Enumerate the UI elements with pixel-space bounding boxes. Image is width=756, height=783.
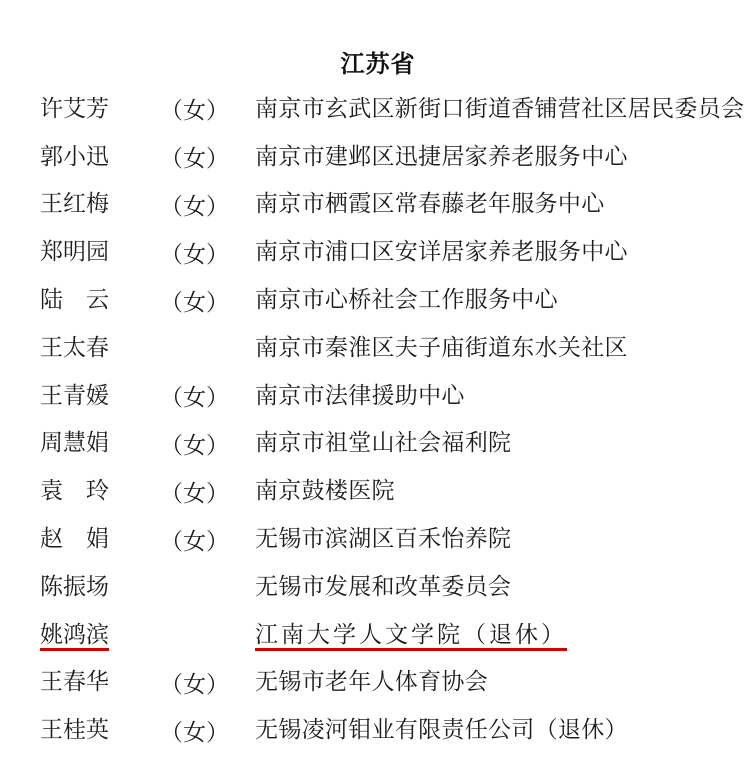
organization-label: 南京市心桥社会工作服务中心: [255, 287, 558, 313]
roster-row: [0, 374, 756, 422]
organization-label: 无锡市滨湖区百禾怡养院: [255, 526, 512, 552]
page-title: 江苏省: [340, 50, 416, 78]
person-name: 王太春: [40, 334, 109, 360]
person-name-cell: [40, 527, 160, 555]
person-name: 许艾芳: [40, 95, 109, 121]
person-name: 赵 娟: [40, 526, 109, 552]
organization-cell: [255, 718, 756, 746]
roster-row: [0, 517, 756, 565]
person-name-cell: [40, 97, 160, 125]
person-name-cell: [40, 145, 160, 173]
gender-label: （女）: [160, 193, 229, 219]
roster-row: [0, 87, 756, 135]
gender-label: （女）: [160, 480, 229, 506]
gender-label: （女）: [160, 241, 229, 267]
organization-cell: [255, 192, 756, 220]
person-name: 陈振场: [40, 573, 109, 599]
organization-label: 南京市栖霞区常春藤老年服务中心: [255, 191, 605, 217]
person-name-cell: [40, 623, 160, 651]
person-name: 袁 玲: [40, 478, 109, 504]
roster-row: [0, 661, 756, 709]
person-name-cell: [40, 240, 160, 268]
organization-cell: [255, 623, 756, 651]
organization-label: 南京市祖堂山社会福利院: [255, 430, 512, 456]
roster-row: [0, 135, 756, 183]
gender-label: （女）: [160, 528, 229, 554]
roster: [0, 87, 756, 756]
person-name-cell: [40, 384, 160, 412]
organization-label: 无锡市老年人体育协会: [255, 669, 488, 695]
organization-label: 南京市建邺区迅捷居家养老服务中心: [255, 143, 628, 169]
person-name-cell: [40, 288, 160, 316]
person-name: 郑明园: [40, 239, 109, 265]
gender-label: （女）: [160, 98, 229, 124]
person-name: 王春华: [40, 669, 109, 695]
organization-cell: [255, 145, 756, 173]
roster-row: [0, 565, 756, 613]
organization-label: 南京市玄武区新街口街道香铺营社区居民委员会: [255, 95, 745, 121]
person-name-cell: [40, 575, 160, 603]
person-name-cell: [40, 718, 160, 746]
person-name-cell: [40, 336, 160, 364]
organization-cell: [255, 288, 756, 316]
organization-cell: [255, 97, 756, 125]
person-name: 周慧娟: [40, 430, 109, 456]
roster-row: [0, 326, 756, 374]
organization-cell: [255, 479, 756, 507]
organization-label: 无锡市发展和改革委员会: [255, 573, 512, 599]
gender-label: （女）: [160, 385, 229, 411]
organization-label: 南京市浦口区安详居家养老服务中心: [255, 239, 628, 265]
organization-label: 南京市法律援助中心: [255, 382, 465, 408]
gender-label: （女）: [160, 289, 229, 315]
organization-label: 江南大学人文学院（退休）: [255, 623, 567, 651]
person-name-cell: [40, 670, 160, 698]
organization-cell: [255, 240, 756, 268]
roster-row: [0, 422, 756, 470]
person-name: 姚鸿滨: [40, 623, 109, 651]
organization-cell: [255, 670, 756, 698]
gender-label: （女）: [160, 671, 229, 697]
roster-row: [0, 183, 756, 231]
organization-cell: [255, 575, 756, 603]
roster-row: [0, 613, 756, 661]
person-name-cell: [40, 192, 160, 220]
roster-row: [0, 230, 756, 278]
person-name: 陆 云: [40, 287, 109, 313]
gender-label: （女）: [160, 146, 229, 172]
organization-cell: [255, 336, 756, 364]
person-name: 王青媛: [40, 382, 109, 408]
person-name: 郭小迅: [40, 143, 109, 169]
organization-cell: [255, 527, 756, 555]
organization-label: 无锡凌河钼业有限责任公司（退休）: [255, 717, 628, 743]
gender-label: （女）: [160, 432, 229, 458]
organization-label: 南京市秦淮区夫子庙街道东水关社区: [255, 334, 628, 360]
gender-label: （女）: [160, 719, 229, 745]
roster-row: [0, 469, 756, 517]
person-name-cell: [40, 431, 160, 459]
person-name: 王红梅: [40, 191, 109, 217]
person-name: 王桂英: [40, 717, 109, 743]
roster-row: [0, 278, 756, 326]
roster-row: [0, 708, 756, 756]
organization-cell: [255, 431, 756, 459]
organization-cell: [255, 384, 756, 412]
person-name-cell: [40, 479, 160, 507]
organization-label: 南京鼓楼医院: [255, 478, 395, 504]
